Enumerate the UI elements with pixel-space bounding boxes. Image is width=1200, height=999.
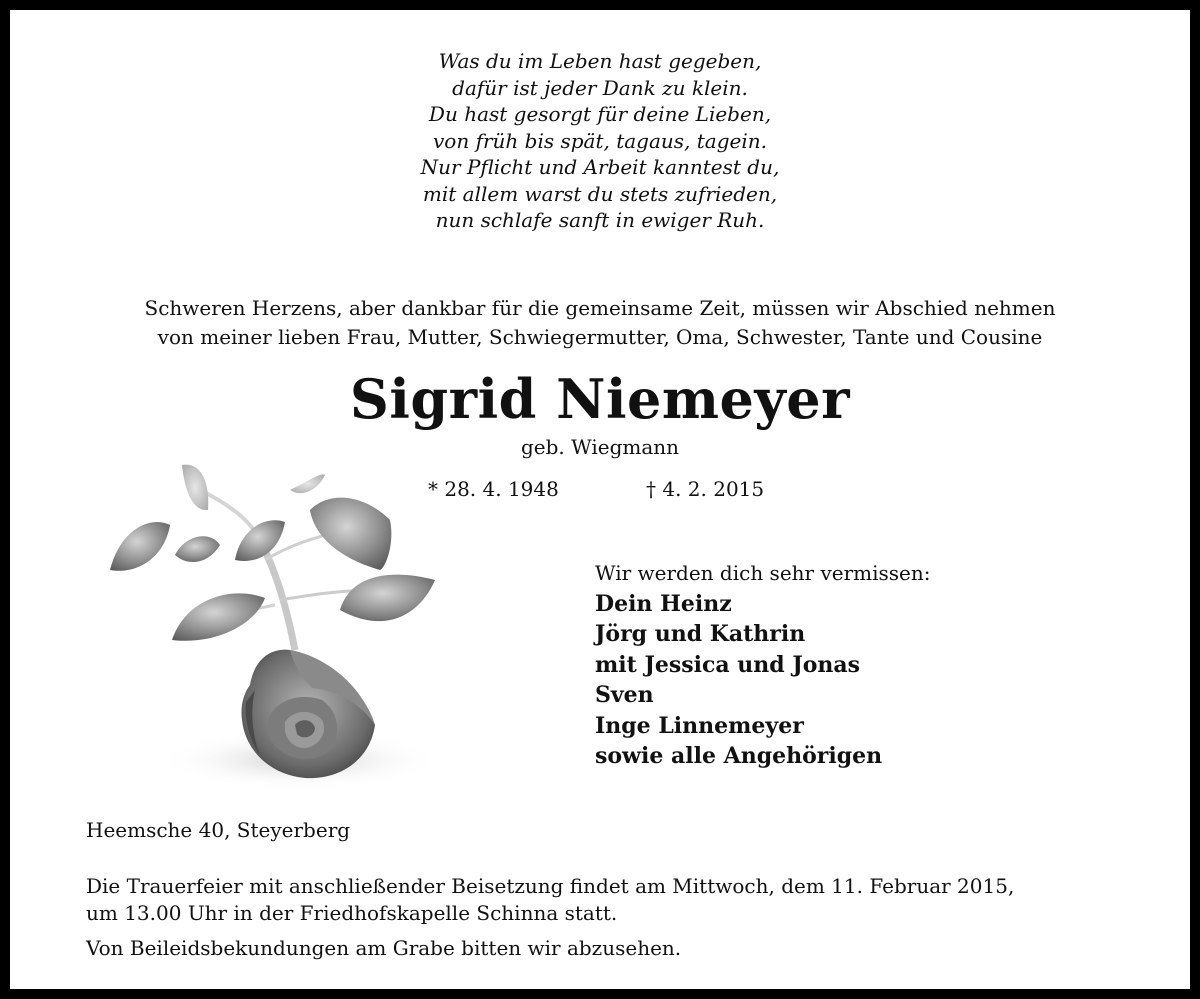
mourner-name: Sven <box>595 682 654 708</box>
poem-line: nun schlafe sanft in ewiger Ruh. <box>435 208 765 232</box>
poem-line: dafür ist jeder Dank zu klein. <box>452 75 748 100</box>
condolences-note: Von Beileidsbekundungen am Grabe bitten wir abzusehen. <box>86 936 682 960</box>
intro-line: von meiner lieben Frau, Mutter, Schwiegermutter, Oma, Schwester, Tante und Cousine <box>157 325 1043 349</box>
intro-line: Schweren Herzens, aber dankbar für die gemeinsame Zeit, müssen wir Abschied nehmen <box>144 296 1056 320</box>
mourners-intro: Wir werden dich sehr vermissen: <box>595 561 931 585</box>
mourners-block <box>595 558 931 772</box>
poem-line: mit allem warst du stets zufrieden, <box>422 181 778 206</box>
mourner-name: Inge Linnemeyer <box>595 712 804 739</box>
rose-image <box>90 450 450 790</box>
intro-text <box>10 294 1190 352</box>
poem-line: von früh bis spät, tagaus, tagein. <box>432 128 767 153</box>
address: Heemsche 40, Steyerberg <box>86 818 351 842</box>
maiden-name: geb. Wiegmann <box>520 435 680 459</box>
poem-line: Nur Pflicht und Arbeit kanntest du, <box>420 155 780 179</box>
deceased-name: Sigrid Niemeyer <box>349 367 851 431</box>
funeral-info <box>86 873 1014 927</box>
poem-line: Was du im Leben hast gegeben, <box>438 49 762 73</box>
funeral-line: Die Trauerfeier mit anschließender Beisetzung findet am Mittwoch, dem 11. Februar 2015, <box>86 874 1015 898</box>
poem-line: Du hast gesorgt für deine Lieben, <box>428 102 772 126</box>
mourner-name: Dein Heinz <box>595 590 732 617</box>
mourner-name: Jörg und Kathrin <box>595 621 806 647</box>
birth-date: * 28. 4. 1948 <box>428 477 559 501</box>
poem <box>10 48 1190 234</box>
death-date: † 4. 2. 2015 <box>646 477 765 501</box>
funeral-line: um 13.00 Uhr in der Friedhofskapelle Schinna statt. <box>86 901 618 925</box>
mourner-name: mit Jessica und Jonas <box>595 651 861 678</box>
mourner-name: sowie alle Angehörigen <box>595 743 883 769</box>
